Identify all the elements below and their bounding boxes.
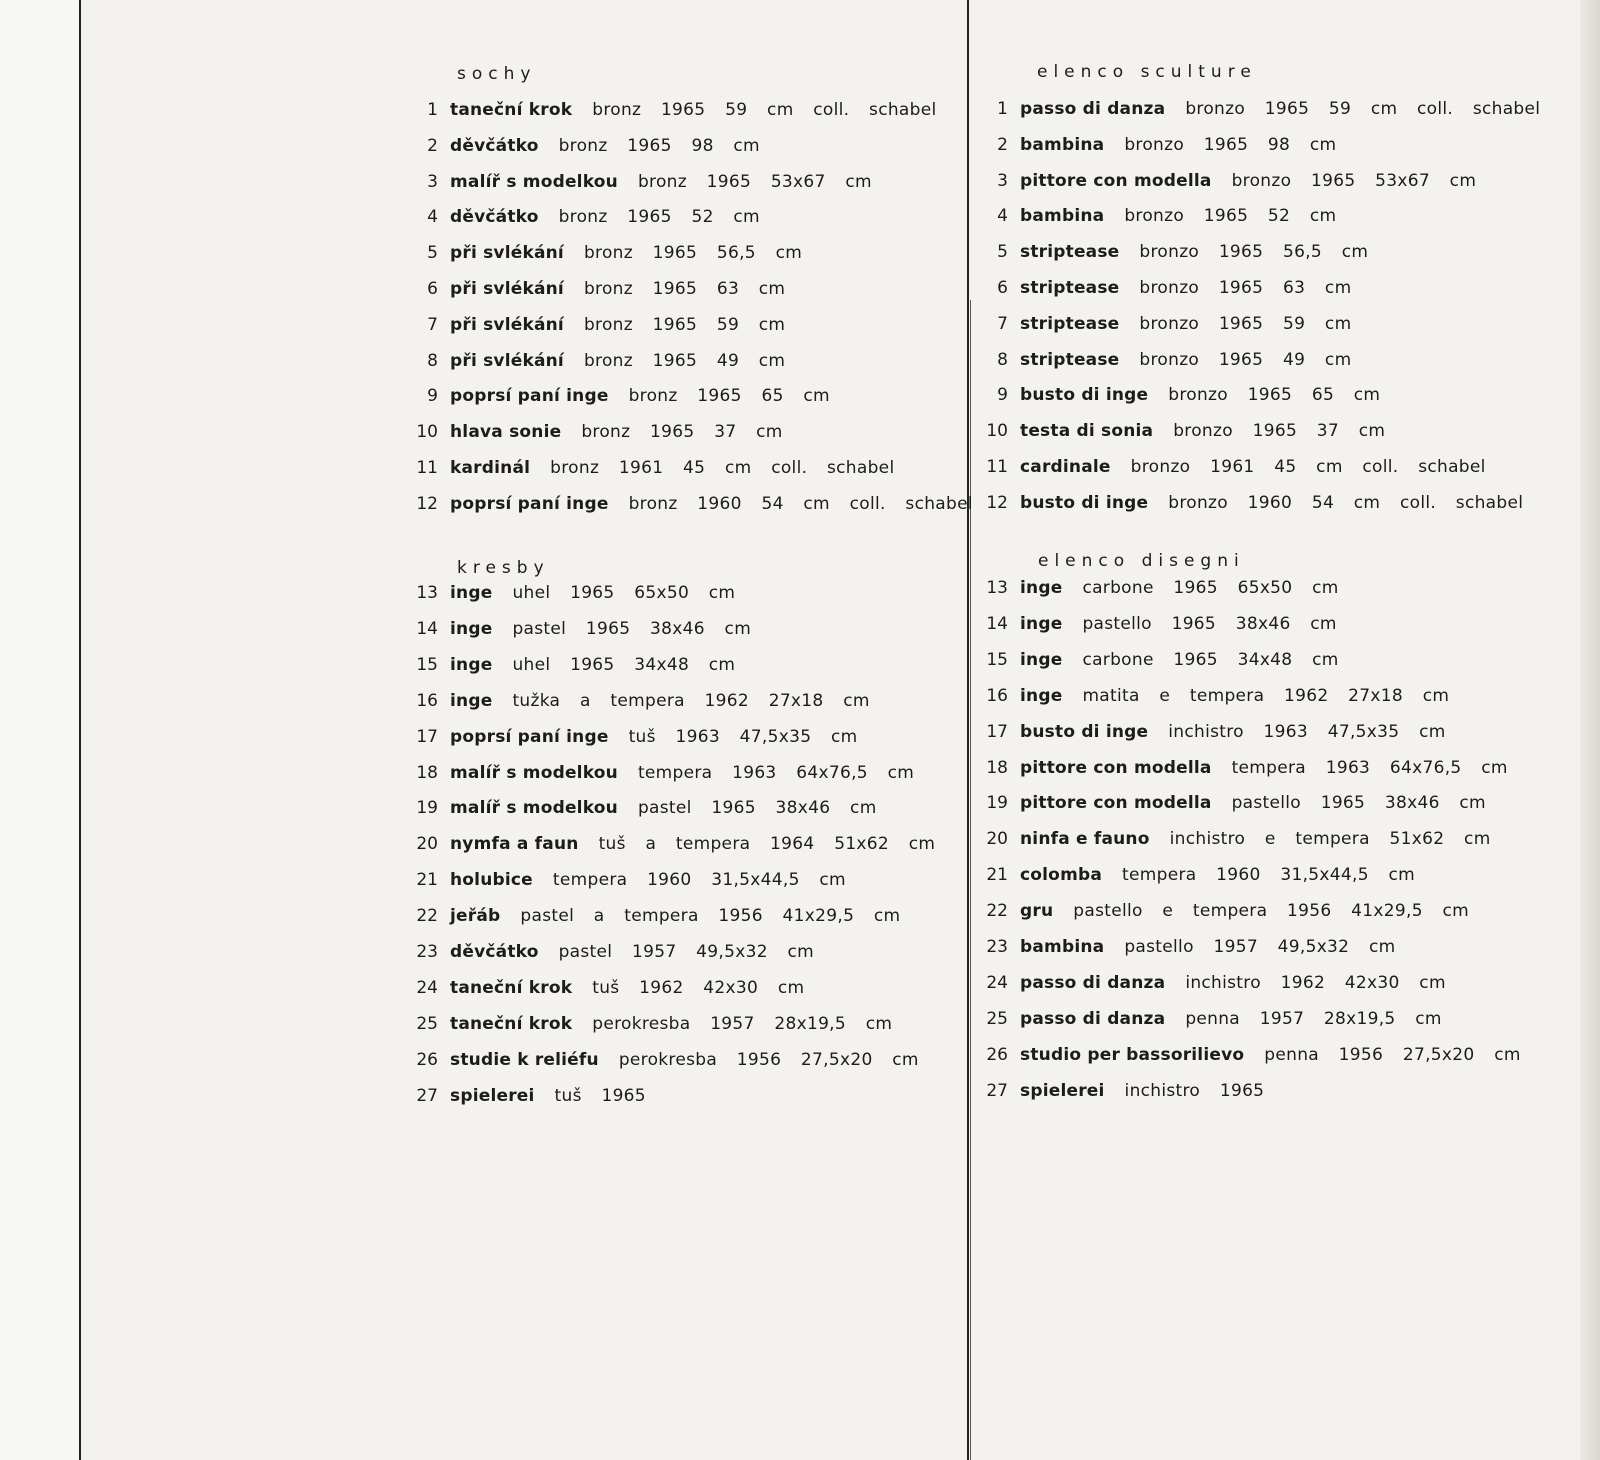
entry-details: inchistro 1962 42x30 cm [1185,972,1446,993]
catalogue-entry [405,796,877,820]
entry-title: hlava sonie [450,422,562,443]
entry-title: holubice [450,870,533,891]
entry-details: inchistro e tempera 51x62 cm [1169,829,1491,850]
catalogue-entry [975,863,1415,887]
catalogue-entry [975,1043,1521,1067]
entry-number: 10 [986,421,1008,442]
entry-details: bronz 1965 59 cm coll. schabel [592,100,937,120]
catalogue-entry [975,133,1336,157]
catalogue-entry [405,134,760,158]
entry-number: 21 [416,870,438,891]
entry-number: 7 [427,314,438,335]
entry-number: 4 [997,206,1008,227]
entry-details: bronz 1960 54 cm coll. schabel [628,493,973,514]
entry-details: inchistro 1965 [1124,1080,1265,1101]
catalogue-entry [975,612,1337,636]
entry-title: pittore con modella [1020,793,1212,814]
entry-title: taneční krok [450,1013,573,1034]
entry-title: taneční krok [450,100,573,120]
catalogue-entry [975,348,1351,372]
entry-details: bronzo 1965 63 cm [1139,278,1352,298]
entry-number: 16 [986,685,1008,706]
catalogue-entry [405,725,858,749]
catalogue-entry [405,349,785,373]
entry-number: 23 [986,937,1008,957]
entry-number: 5 [427,243,438,264]
entry-title: bambina [1020,206,1105,227]
entry-details: bronzo 1965 98 cm [1124,134,1337,155]
entry-title: malíř s modelkou [450,798,618,819]
entry-title: inge [450,618,493,639]
entry-number: 20 [986,829,1008,850]
entry-title: při svlékání [450,314,564,335]
entry-title: děvčátko [450,942,539,962]
entry-title: malíř s modelkou [450,171,618,192]
catalogue-entry [405,976,804,1000]
catalogue-entry [405,1012,892,1036]
entry-number: 23 [416,942,438,962]
entry-number: 15 [986,649,1008,670]
entry-number: 10 [416,422,438,443]
entry-details: pastel 1957 49,5x32 cm [558,942,815,962]
catalogue-entry [405,420,783,444]
entry-number: 8 [427,350,438,371]
entry-details: bronzo 1965 65 cm [1168,385,1381,406]
entry-title: colomba [1020,865,1103,886]
catalogue-entry [405,1048,919,1072]
catalogue-entry [405,1084,646,1108]
entry-details: pastello 1965 38x46 cm [1082,613,1337,634]
entry-title: ninfa e fauno [1020,829,1150,850]
entry-title: inge [450,690,493,711]
entry-number: 9 [997,385,1008,406]
entry-details: pastello 1957 49,5x32 cm [1124,937,1396,957]
entry-number: 14 [416,618,438,639]
catalogue-entry [405,241,802,265]
entry-number: 19 [986,793,1008,814]
entry-details: matita e tempera 1962 27x18 cm [1082,685,1450,706]
entry-title: studie k reliéfu [450,1049,599,1070]
entry-title: inge [1020,578,1063,598]
catalogue-entry [405,617,751,641]
catalogue-entry [405,277,785,301]
entry-details: bronz 1965 65 cm [628,386,830,407]
page-edge [1580,0,1600,1460]
catalogue-entry [975,648,1339,672]
sculptures-heading: sochy [457,64,537,84]
entry-details: pastel a tempera 1956 41x29,5 cm [520,906,901,927]
entry-number: 3 [997,170,1008,191]
drawings-heading: elenco disegni [1038,551,1245,571]
entry-title: cardinale [1020,457,1111,477]
entry-number: 25 [986,1008,1008,1029]
center-fold-line [967,0,969,1460]
entry-details: pastello e tempera 1956 41x29,5 cm [1073,901,1470,922]
entry-details: tuš 1962 42x30 cm [592,977,805,998]
entry-details: tempera 1960 31,5x44,5 cm [552,870,846,891]
entry-details: bronz 1965 56,5 cm [583,243,803,264]
entry-details: tempera 1963 64x76,5 cm [637,762,915,783]
entry-details: uhel 1965 65x50 cm [512,583,736,603]
entry-details: pastel 1965 38x46 cm [637,798,877,819]
entry-details: bronzo 1965 59 cm coll. schabel [1185,99,1541,119]
entry-title: pittore con modella [1020,757,1212,778]
entry-number: 20 [416,834,438,855]
entry-number: 24 [416,977,438,998]
entry-number: 22 [986,901,1008,922]
catalogue-entry [405,904,900,928]
entry-details: pastello 1965 38x46 cm [1231,793,1486,814]
catalogue-entry [975,240,1368,264]
entry-title: děvčátko [450,207,539,228]
entry-title: passo di danza [1020,1008,1166,1029]
entry-details: bronz 1965 52 cm [558,207,760,228]
catalogue-entry [975,312,1351,336]
entry-title: passo di danza [1020,972,1166,993]
entry-number: 18 [416,762,438,783]
entry-details: tempera 1960 31,5x44,5 cm [1122,865,1416,886]
entry-title: striptease [1020,242,1120,263]
entry-number: 2 [997,134,1008,155]
entry-details: uhel 1965 34x48 cm [512,654,736,675]
entry-number: 3 [427,171,438,192]
entry-title: passo di danza [1020,99,1166,119]
entry-number: 16 [416,690,438,711]
entry-number: 27 [416,1085,438,1106]
catalogue-entry [405,384,830,408]
catalogue-entry [975,276,1351,300]
entry-number: 6 [427,279,438,299]
entry-title: nymfa a faun [450,834,579,855]
catalogue-entry [975,971,1446,995]
catalogue-entry [405,205,760,229]
entry-details: bronzo 1965 37 cm [1173,421,1386,442]
catalogue-entry [405,170,872,194]
catalogue-entry [975,791,1486,815]
entry-title: bambina [1020,937,1105,957]
entry-title: poprsí paní inge [450,726,609,747]
entry-title: gru [1020,901,1054,922]
entry-number: 1 [427,100,438,120]
entry-number: 9 [427,386,438,407]
entry-details: bronz 1965 53x67 cm [637,171,872,192]
catalogue-entry [975,383,1380,407]
entry-details: pastel 1965 38x46 cm [512,618,752,639]
catalogue-entry [975,1007,1442,1031]
entry-title: spielerei [1020,1080,1105,1101]
entry-details: penna 1956 27,5x20 cm [1264,1044,1521,1065]
entry-details: bronzo 1960 54 cm coll. schabel [1168,492,1524,513]
entry-title: poprsí paní inge [450,386,609,407]
entry-details: inchistro 1963 47,5x35 cm [1168,721,1446,742]
entry-title: poprsí paní inge [450,493,609,514]
catalogue-entry [405,581,735,605]
catalogue-entry [975,455,1486,479]
entry-details: penna 1957 28x19,5 cm [1185,1008,1442,1029]
catalogue-entry [975,899,1469,923]
entry-number: 2 [427,135,438,156]
entry-number: 18 [986,757,1008,778]
catalogue-entry [975,576,1339,600]
entry-details: bronzo 1965 56,5 cm [1139,242,1369,263]
entry-number: 11 [416,458,438,478]
entry-number: 22 [416,906,438,927]
entry-details: bronz 1965 49 cm [583,350,786,371]
entry-title: spielerei [450,1085,535,1106]
entry-number: 24 [986,972,1008,993]
entry-title: striptease [1020,349,1120,370]
catalogue-entry [405,940,814,964]
entry-details: carbone 1965 34x48 cm [1082,649,1339,670]
catalogue-entry [975,169,1476,193]
catalogue-entry [975,491,1523,515]
catalogue-entry [975,1079,1264,1103]
entry-details: tuš 1965 [554,1085,646,1106]
catalogue-entry [405,868,846,892]
catalogue-entry [975,827,1491,851]
entry-title: jeřáb [450,906,501,927]
entry-title: inge [1020,685,1063,706]
catalogue-entry [405,832,935,856]
entry-title: inge [1020,613,1063,634]
entry-title: při svlékání [450,243,564,264]
entry-details: bronzo 1965 49 cm [1139,349,1352,370]
entry-number: 21 [986,865,1008,886]
entry-title: malíř s modelkou [450,762,618,783]
entry-number: 13 [416,583,438,603]
catalogue-entry [975,204,1336,228]
entry-number: 1 [997,99,1008,119]
entry-title: inge [450,583,493,603]
entry-number: 17 [986,721,1008,742]
entry-details: tuš 1963 47,5x35 cm [628,726,858,747]
left-margin [0,0,80,1460]
entry-number: 12 [986,492,1008,513]
entry-details: tempera 1963 64x76,5 cm [1231,757,1508,778]
entry-title: studio per bassorilievo [1020,1044,1245,1065]
entry-details: bronz 1961 45 cm coll. schabel [550,458,895,478]
catalogue-entry [975,720,1446,744]
entry-number: 6 [997,278,1008,298]
entry-title: striptease [1020,278,1120,298]
entry-title: testa di sonia [1020,421,1154,442]
entry-title: busto di inge [1020,385,1149,406]
entry-title: kardinál [450,458,531,478]
catalogue-entry [975,419,1385,443]
entry-title: striptease [1020,313,1120,334]
entry-title: bambina [1020,134,1105,155]
entry-title: inge [1020,649,1063,670]
entry-details: bronz 1965 37 cm [581,422,783,443]
entry-details: bronz 1965 59 cm [583,314,786,335]
entry-number: 14 [986,613,1008,634]
catalogue-entry [405,653,735,677]
entry-number: 26 [416,1049,438,1070]
entry-number: 27 [986,1080,1008,1101]
catalogue-entry [405,492,973,516]
entry-details: bronzo 1965 59 cm [1139,313,1352,334]
entry-number: 19 [416,798,438,819]
catalogue-entry [405,456,894,480]
entry-number: 26 [986,1044,1008,1065]
entry-title: busto di inge [1020,721,1149,742]
catalogue-entry [405,313,785,337]
center-fold-line-inner [970,300,971,1460]
entry-title: taneční krok [450,977,573,998]
catalogue-entry [405,761,914,785]
entry-number: 4 [427,207,438,228]
entry-number: 15 [416,654,438,675]
entry-details: tuš a tempera 1964 51x62 cm [598,834,936,855]
entry-details: bronzo 1965 53x67 cm [1231,170,1477,191]
catalogue-entry [405,689,870,713]
entry-details: bronzo 1961 45 cm coll. schabel [1130,457,1486,477]
entry-title: při svlékání [450,350,564,371]
entry-details: perokresba 1956 27,5x20 cm [618,1049,919,1070]
entry-details: bronz 1965 63 cm [583,279,786,299]
entry-number: 25 [416,1013,438,1034]
entry-number: 7 [997,313,1008,334]
catalogue-entry [975,684,1449,708]
sculptures-heading: elenco sculture [1037,62,1257,82]
entry-title: pittore con modella [1020,170,1212,191]
entry-title: inge [450,654,493,675]
entry-title: busto di inge [1020,492,1149,513]
entry-details: carbone 1965 65x50 cm [1082,578,1339,598]
entry-number: 11 [986,457,1008,477]
entry-number: 8 [997,349,1008,370]
entry-details: tužka a tempera 1962 27x18 cm [512,690,870,711]
entry-details: bronzo 1965 52 cm [1124,206,1337,227]
left-fold-line [79,0,81,1460]
entry-title: při svlékání [450,279,564,299]
catalogue-entry [975,97,1540,121]
drawings-heading: kresby [457,558,550,578]
entry-details: bronz 1965 98 cm [558,135,760,156]
entry-number: 13 [986,578,1008,598]
entry-details: perokresba 1957 28x19,5 cm [592,1013,893,1034]
catalogue-entry [975,935,1396,959]
entry-title: děvčátko [450,135,539,156]
catalogue-entry [975,756,1508,780]
entry-number: 17 [416,726,438,747]
entry-number: 12 [416,493,438,514]
entry-number: 5 [997,242,1008,263]
catalogue-entry [405,98,937,122]
